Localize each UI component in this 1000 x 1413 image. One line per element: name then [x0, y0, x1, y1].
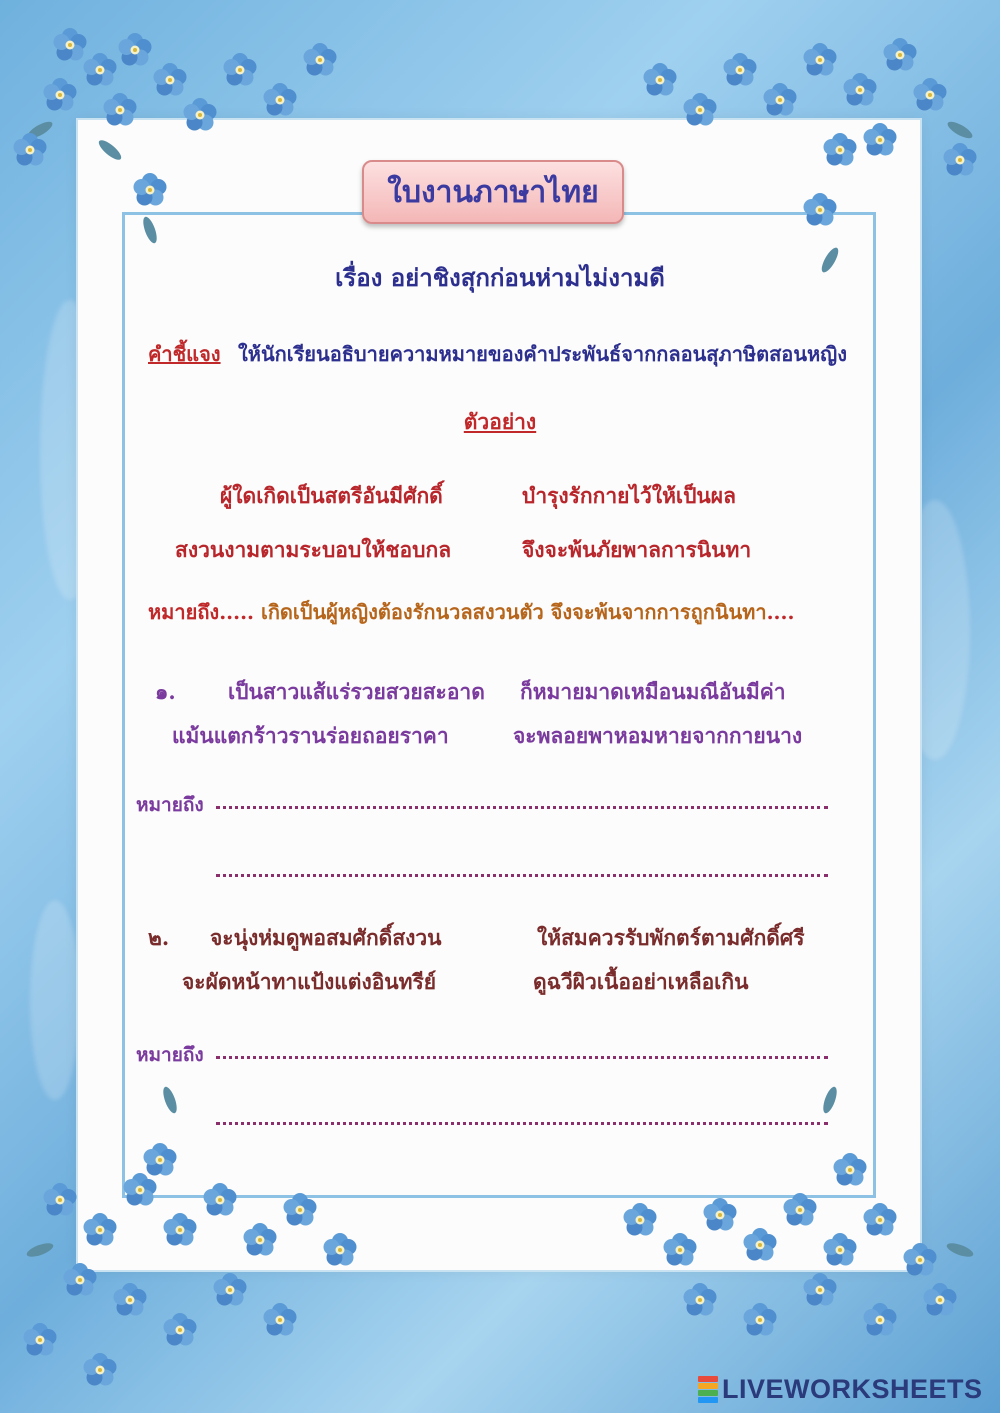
answer-line[interactable]: [216, 806, 828, 809]
example-meaning: [148, 596, 794, 628]
example-meaning-end: ....: [766, 600, 795, 624]
example-meaning-text: เกิดเป็นผู้หญิงต้องรักนวลสงวนตัว จึงจะพ้นจากการถูกนินทา: [260, 600, 767, 624]
answer-line[interactable]: [216, 1122, 828, 1125]
question-verse-line: ก็หมายมาดเหมือนมณีอันมีค่า: [520, 679, 786, 704]
example-label: ตัวอย่าง: [463, 409, 537, 434]
question-verse-line: จะนุ่งห่มดูพอสมศักดิ์สงวน: [210, 925, 442, 950]
worksheet-title: [362, 160, 624, 224]
question-number: ๑.: [155, 679, 176, 704]
example-meaning-label: หมายถึง.....: [148, 600, 255, 624]
liveworksheets-watermark: [698, 1374, 983, 1405]
question-number: ๒.: [148, 925, 170, 950]
worksheet-title-text: ใบงานภาษาไทย: [387, 174, 599, 210]
question-verse-line: จะผัดหน้าทาแป้งแต่งอินทรีย์: [182, 969, 437, 994]
instruction-label: คำชี้แจง: [148, 342, 221, 366]
question-verse-line: แม้นแตกร้าวรานร่อยถอยราคา: [172, 723, 449, 748]
question-verse-line: ดูฉวีผิวเนื้ออย่าเหลือเกิน: [533, 969, 749, 994]
example-verse-line: ผู้ใดเกิดเป็นสตรีอันมีศักดิ์: [220, 483, 443, 508]
instruction-text: ให้นักเรียนอธิบายความหมายของคำประพันธ์จากกลอนสุภาษิตสอนหญิง: [238, 342, 847, 366]
answer-label: หมายถึง: [136, 794, 204, 816]
answer-line[interactable]: [216, 874, 828, 877]
watermark-text: LIVEWORKSHEETS: [722, 1374, 983, 1404]
question-verse-line: จะพลอยพาหอมหายจากกายนาง: [513, 723, 803, 748]
example-verse-line: จึงจะพ้นภัยพาลการนินทา: [522, 537, 752, 562]
question-verse-line: เป็นสาวแส้แร่รวยสวยสะอาด: [228, 679, 485, 704]
example-verse-line: บำรุงรักกายไว้ให้เป็นผล: [522, 483, 736, 508]
question-verse-line: ให้สมควรรับพักตร์ตามศักดิ์ศรี: [537, 925, 805, 950]
example-verse-line: สงวนงามตามระบอบให้ชอบกล: [175, 537, 452, 562]
answer-line[interactable]: [216, 1056, 828, 1059]
liveworksheets-logo-icon: [698, 1376, 718, 1404]
answer-label: หมายถึง: [136, 1044, 204, 1066]
subject-heading: เรื่อง อย่าชิงสุกก่อนห่ามไม่งามดี: [335, 263, 665, 292]
